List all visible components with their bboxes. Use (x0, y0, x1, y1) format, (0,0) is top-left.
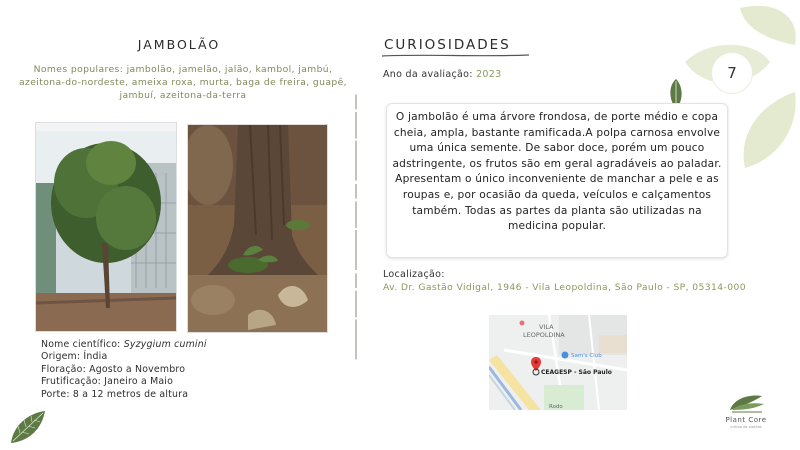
map-road-label: Rodo (549, 404, 563, 410)
origin: Origem: Índia (41, 351, 108, 363)
map-graphic (489, 315, 627, 410)
tree-photo (35, 122, 177, 332)
logo-name: Plant Core (725, 416, 767, 424)
location-address: Av. Dr. Gastão Vidigal, 1946 - Vila Leopoldina, São Paulo - SP, 05314-000 (383, 282, 746, 293)
flowering: Floração: Agosto a Novembro (41, 363, 186, 375)
scientific-name (41, 339, 207, 351)
trunk-photo (187, 124, 328, 333)
map-store-label: Sam's Club (571, 353, 602, 359)
species-title: JAMBOLÃO (137, 37, 221, 52)
scientific-name-value: Syzygium cumini (123, 339, 207, 350)
leaf-shape (744, 92, 796, 168)
title-underline (382, 53, 530, 59)
location-label: Localização: (383, 269, 445, 280)
page-number: 7 (712, 53, 752, 93)
map-pin-label: CEAGESP - São Paulo (541, 369, 612, 376)
year-label: Ano da avaliação: (383, 69, 477, 80)
location-map[interactable] (489, 315, 627, 410)
curiosities-text: O jambolão é uma árvore frondosa, de porte médio e copa cheia, ampla, bastante ramificada.A polpa carnosa envolve uma única semente. De sabor doce, porém um pouco adstringente, os frutos são em geral agradáveis ao paladar. Apresentam o único inconveniente de manchar a pele e as roupas e, por ocasião da queda, veículos e calçamentos também. Todas as partes da planta são utilizadas na medicina popular. (386, 103, 728, 258)
leaf-shape (740, 6, 796, 45)
map-district-line2: LEOPOLDINA (523, 331, 565, 339)
scientific-name-label: Nome científico: (41, 339, 124, 350)
plant-core-logo-icon (726, 392, 766, 414)
leaf-icon-bottom-left (8, 408, 48, 446)
vertical-divider (355, 28, 357, 428)
fruiting: Frutificação: Janeiro a Maio (41, 376, 174, 388)
curiosities-title: CURIOSIDADES (384, 37, 511, 53)
evaluation-year (383, 69, 501, 80)
map-district-line1: VILA (539, 323, 554, 331)
species-info (41, 339, 207, 401)
logo-tagline: cultivo de plantas (730, 425, 762, 429)
year-value: 2023 (476, 69, 502, 80)
size: Porte: 8 a 12 metros de altura (41, 388, 189, 400)
popular-names: Nomes populares: jambolão, jamelão, jalão, kambol, jambú, azeitona-do-nordeste, ameixa roxa, murta, baga de freira, guapê, jambuí, azeitona-da-terra (18, 64, 348, 101)
